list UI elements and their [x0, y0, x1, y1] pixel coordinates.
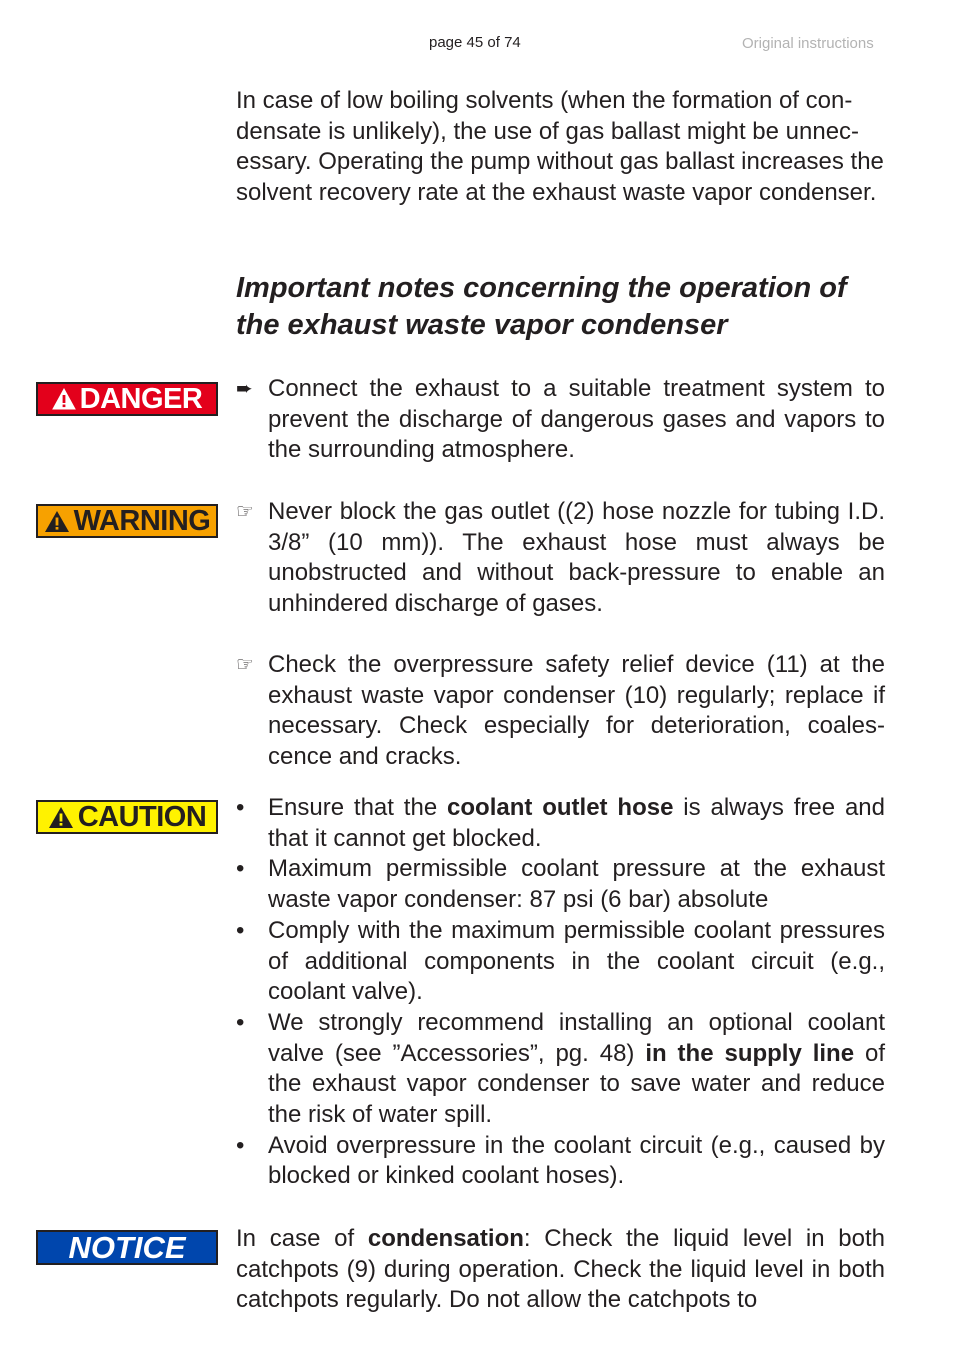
intro-paragraph: In case of low boiling solvents (when the formation of condensate is unlikely), the use of gas ballast might be unnecessary. Operating the pump without gas ballast increases the solvent recovery rate at the exhaust waste vapor condenser. [236, 87, 884, 207]
warning-instruction-text: Never block the gas outlet ((2) hose nozzle for tubing I.D. 3/8” (10 mm)). The exhaust hose must always be unobstructed and without back-pressure to enable an unhindered discharge of gases. [268, 498, 885, 618]
warning-instruction-text: Check the overpressure safety relief device (11) at the exhaust waste vapor condenser (10) regularly; replace if necessary. Check especially for deterioration, coalescence and cracks. [268, 651, 885, 771]
warning-triangle-icon [52, 388, 76, 410]
notice-sign-label: NOTICE [68, 1229, 186, 1265]
bullet-icon: • [236, 794, 245, 821]
pointing-hand-icon: ☞ [236, 654, 254, 676]
list-item: • We strongly recommend installing an optional coolant valve (see ”Accessories”, pg. 48) in the supply line of the exhaust vapor condenser to save water and reduce the risk of water spill. [236, 1008, 885, 1129]
emphasis-text: coolant outlet hose [447, 794, 674, 821]
list-item: • Ensure that the coolant outlet hose is always free and that it cannot get blocked. [236, 794, 885, 852]
danger-instruction [236, 374, 885, 466]
caution-bullet-list [236, 793, 885, 1192]
danger-sign-label: DANGER [79, 382, 203, 415]
warning-instruction-2 [236, 650, 885, 773]
warning-sign [36, 504, 218, 538]
bullet-icon: • [236, 1008, 245, 1036]
emphasis-text: condensation [367, 1225, 524, 1252]
caution-sign-label: CAUTION [77, 800, 207, 833]
emphasis-text: in the supply line [645, 1039, 855, 1067]
notice-sign [36, 1230, 218, 1265]
bullet-icon: • [236, 916, 245, 944]
caution-sign [36, 800, 218, 834]
danger-instruction-text: Connect the exhaust to a suitable treatment system to prevent the discharge of dangerous gases and vapors to the surrounding atmosphere. [268, 375, 885, 464]
page-number: page 45 of 74 [429, 34, 521, 51]
warning-instruction-1 [236, 497, 885, 620]
list-item: • Avoid overpressure in the coolant circuit (e.g., caused by blocked or kinked coolant hoses). [236, 1131, 885, 1190]
list-item: • Maximum permissible coolant pressure at the exhaust waste vapor condenser: 87 psi (6 bar) absolute [236, 855, 885, 914]
list-item: • Comply with the maximum permissible coolant pressures of additional components in the coolant circuit (e.g., coolant valve). [236, 916, 885, 1006]
warning-sign-label: WARNING [73, 504, 211, 537]
danger-sign [36, 382, 218, 416]
warning-triangle-icon [44, 510, 70, 533]
arrow-icon: ➨ [236, 378, 253, 400]
section-heading: Important notes concerning the operation of the exhaust waste vapor condenser [236, 272, 847, 341]
bullet-icon: • [236, 855, 245, 883]
warning-triangle-icon [48, 806, 74, 829]
document-type-label: Original instructions [742, 35, 874, 52]
notice-paragraph: In case of condensation: Check the liquid level in both catchpots (9) during operation. Check the liquid level in both catchpots regularly. Do not allow the catchpots to [236, 1225, 886, 1314]
bullet-icon: • [236, 1131, 245, 1159]
pointing-hand-icon: ☞ [236, 501, 254, 523]
